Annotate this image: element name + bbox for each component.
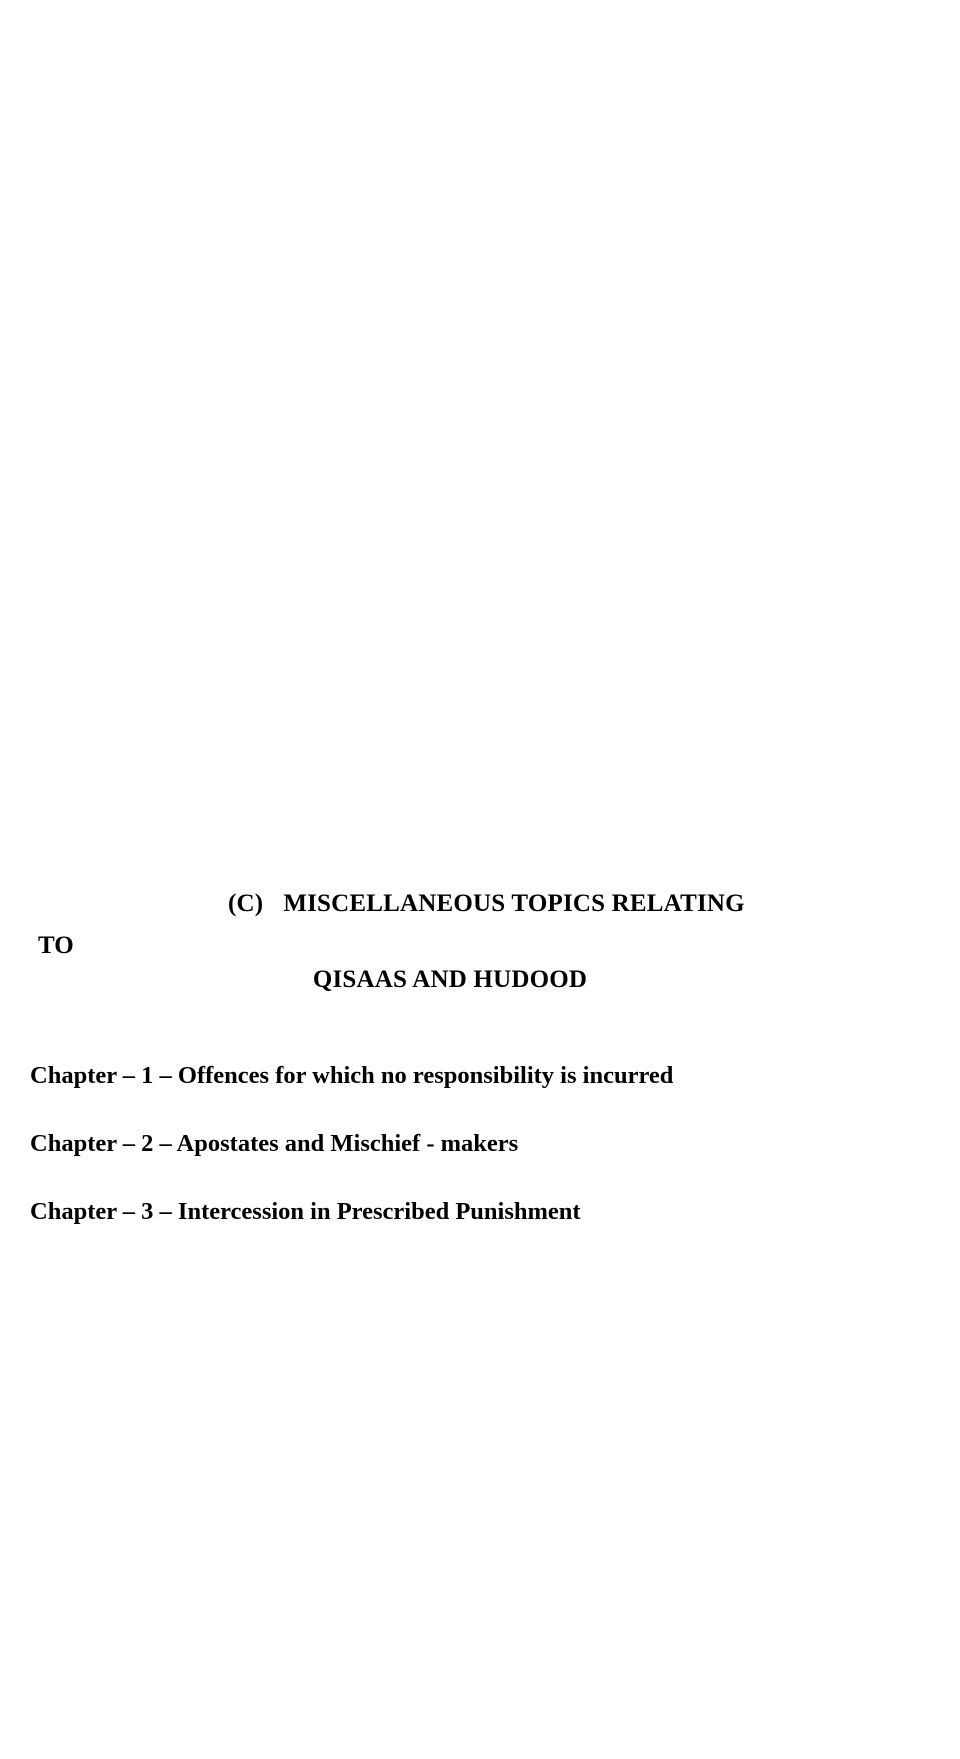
- section-heading-line-1: [0, 888, 960, 919]
- list-item: Chapter – 2 – Apostates and Mischief - makers: [30, 1129, 519, 1157]
- section-heading: [0, 888, 960, 919]
- chapter-list: [30, 1060, 910, 1264]
- list-item: Chapter – 1 – Offences for which no responsibility is incurred: [30, 1062, 674, 1089]
- section-heading-continuation: TO: [38, 932, 74, 959]
- list-item: Chapter – 3 – Intercession in Prescribed Punishment: [30, 1197, 581, 1225]
- section-heading-text: MISCELLANEOUS TOPICS RELATING: [283, 890, 745, 917]
- section-marker: (C): [228, 890, 264, 917]
- section-heading-line-2: QISAAS AND HUDOOD: [312, 966, 588, 993]
